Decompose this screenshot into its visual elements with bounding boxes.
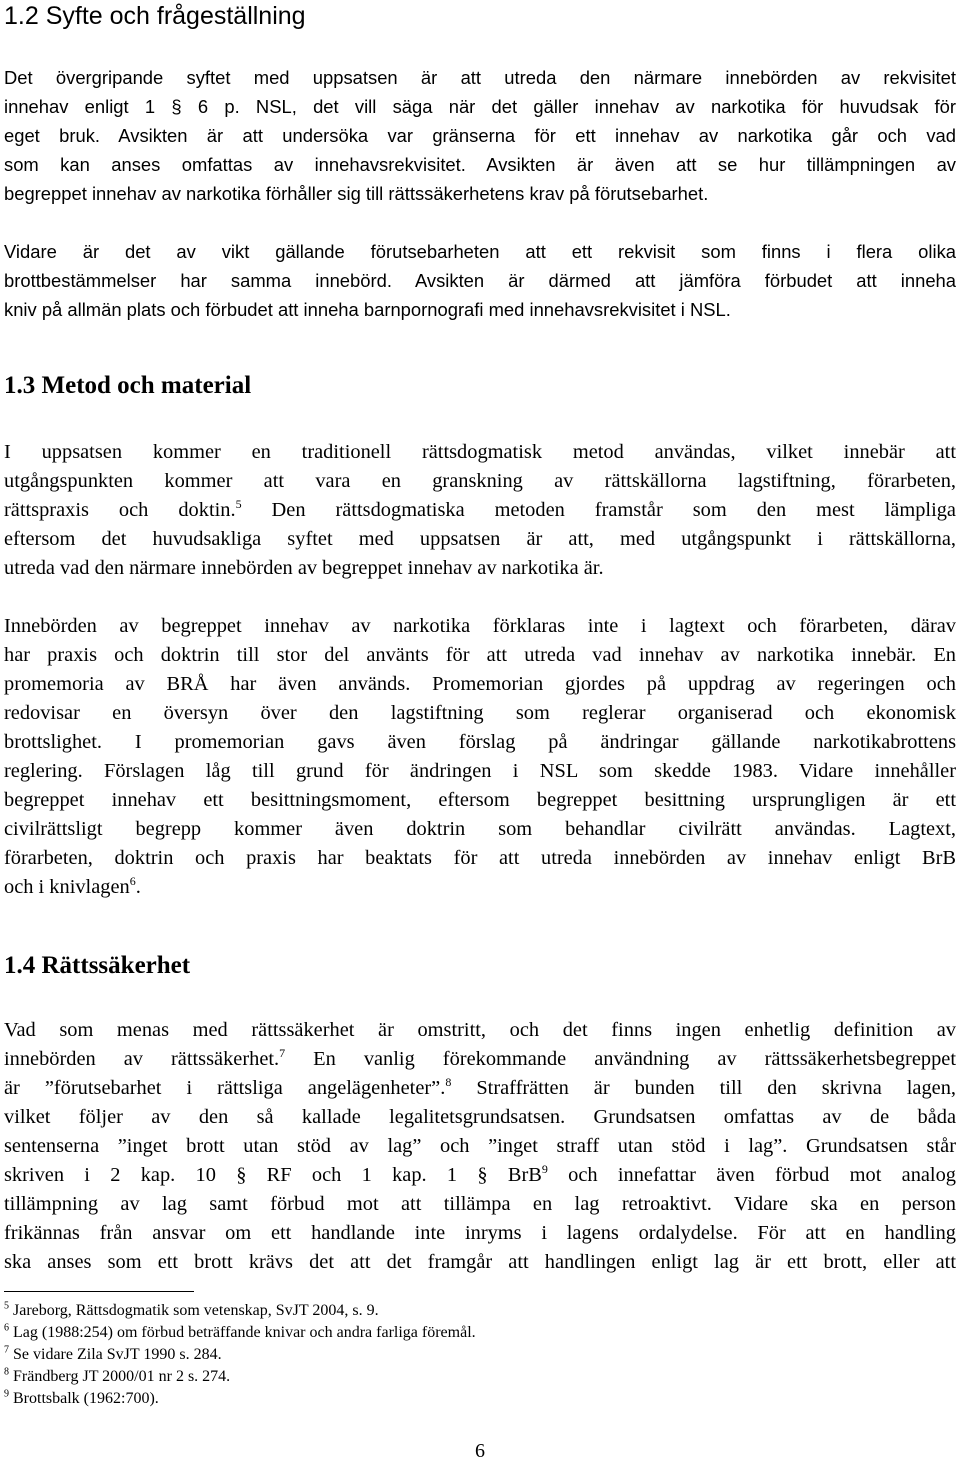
- text-line: redovisar en översyn över den lagstiftning som reglerar organiserad och ekonomisk: [4, 702, 956, 724]
- text-line: begreppet innehav av narkotika förhåller sig till rättssäkerhetens krav på förutsebarhet.: [4, 183, 709, 204]
- text-line: brottbestämmelser har samma innebörd. Avsikten är därmed att jämföra förbudet att inneha: [4, 270, 956, 291]
- text-line: [4, 1161, 956, 1190]
- text-line: tillämpning av lag samt förbud mot att tillämpa en lag retroaktivt. Vidare ska en person: [4, 1193, 956, 1215]
- page-number: 6: [475, 1440, 485, 1462]
- text-line: kniv på allmän plats och förbudet att inneha barnpornografi med innehavsrekvisitet i NSL.: [4, 299, 731, 320]
- text-fragment: En vanlig förekommande användning av rättssäkerhetsbegreppet: [285, 1048, 956, 1070]
- section-heading-1-3: 1.3 Metod och material: [4, 372, 252, 399]
- footnote-divider: [4, 1291, 194, 1292]
- text-fragment: Den rättsdogmatiska metoden framstår som den mest lämpliga: [241, 499, 956, 521]
- text-line: sentenserna ”inget brott utan stöd av lag” och ”inget straff utan stöd i lag”. Grundsatsen står: [4, 1135, 956, 1157]
- text-line: brottslighet. I promemorian gavs även förslag på ändringar gällande narkotikabrottens: [4, 731, 956, 753]
- text-line: utgångspunkten kommer att vara en granskning av rättskällorna lagstiftning, förarbeten,: [4, 470, 956, 492]
- footnote-text: Brottsbalk (1962:700).: [9, 1390, 159, 1407]
- footnote-text: Jareborg, Rättsdogmatik som vetenskap, SvJT 2004, s. 9.: [9, 1302, 379, 1319]
- text-line: frikännas från ansvar om ett handlande inte inryms i lagens ordalydelse. För att en handling: [4, 1222, 956, 1244]
- footnote-ref-7[interactable]: 7: [279, 1046, 286, 1061]
- footnote-text: Frändberg JT 2000/01 nr 2 s. 274.: [9, 1368, 231, 1385]
- text-line: [4, 1074, 956, 1103]
- text-line: civilrättsligt begrepp kommer även doktrin som behandlar civilrätt användas. Lagtext,: [4, 818, 956, 840]
- footnote-number: 9: [4, 1388, 9, 1400]
- text-fragment: .: [135, 876, 141, 898]
- text-line: Innebörden av begreppet innehav av narkotika förklaras inte i lagtext och förarbeten, därav: [4, 615, 956, 637]
- text-line: [4, 496, 956, 525]
- text-fragment: innebörden av rättssäkerhet.: [4, 1048, 280, 1070]
- paragraph-syfte-2: [4, 237, 956, 324]
- footnotes: [4, 1300, 704, 1410]
- text-line: I uppsatsen kommer en traditionell rättsdogmatisk metod användas, vilket innebär att: [4, 441, 956, 463]
- text-line: eget bruk. Avsikten är att undersöka var gränserna för ett innehav av narkotika går och vad: [4, 125, 956, 146]
- text-line: som kan anses omfattas av innehavsrekvisitet. Avsikten är även att se hur tillämpningen av: [4, 154, 956, 175]
- section-heading-1-4: 1.4 Rättssäkerhet: [4, 952, 191, 979]
- footnote-5: [4, 1300, 704, 1322]
- text-line: eftersom det huvudsakliga syftet med uppsatsen är att, med utgångspunkt i rättskällorna,: [4, 528, 956, 550]
- footnote-number: 6: [4, 1322, 9, 1334]
- text-line: utreda vad den närmare innebörden av begreppet innehav av narkotika är.: [4, 557, 604, 579]
- text-line: ska anses som ett brott krävs det att det framgår att handlingen enligt lag är ett brott, eller att: [4, 1251, 956, 1273]
- text-line: begreppet innehav ett besittningsmoment, eftersom begreppet besittning ursprungligen är ett: [4, 789, 956, 811]
- text-fragment: och innefattar även förbud mot analog: [547, 1164, 956, 1186]
- footnote-ref-6[interactable]: 6: [129, 874, 136, 889]
- paragraph-rattssakerhet: [4, 1016, 956, 1277]
- text-line: Det övergripande syftet med uppsatsen är att utreda den närmare innebörden av rekvisitet: [4, 67, 956, 88]
- text-line: [4, 1045, 956, 1074]
- footnote-number: 8: [4, 1366, 9, 1378]
- text-line: innehav enligt 1 § 6 p. NSL, det vill säga när det gäller innehav av narkotika för huvudsak för: [4, 96, 956, 117]
- footnote-number: 5: [4, 1300, 9, 1312]
- section-heading-1-2: 1.2 Syfte och frågeställning: [4, 2, 306, 30]
- paragraph-metod-2: [4, 612, 956, 902]
- text-line: Vidare är det av vikt gällande förutsebarheten att ett rekvisit som finns i flera olika: [4, 241, 956, 262]
- footnote-9: [4, 1388, 704, 1410]
- footnote-8: [4, 1366, 704, 1388]
- paragraph-syfte-1: [4, 63, 956, 208]
- text-fragment: är ”förutsebarhet i rättsliga angelägenheter”.: [4, 1077, 446, 1099]
- text-line: förarbeten, doktrin och praxis har beaktats för att utreda innebörden av innehav enligt BrB: [4, 847, 956, 869]
- footnote-ref-5[interactable]: 5: [235, 497, 242, 512]
- text-fragment: och i knivlagen: [4, 876, 130, 898]
- text-line: har praxis och doktrin till stor del använts för att utreda vad innehav av narkotika innebär. En: [4, 644, 956, 666]
- footnote-ref-9[interactable]: 9: [541, 1162, 548, 1177]
- text-line: promemoria av BRÅ har även används. Promemorian gjordes på uppdrag av regeringen och: [4, 673, 956, 695]
- text-fragment: skriven i 2 kap. 10 § RF och 1 kap. 1 § BrB: [4, 1164, 542, 1186]
- text-line: [4, 873, 956, 902]
- text-line: Vad som menas med rättssäkerhet är omstritt, och det finns ingen enhetlig definition av: [4, 1019, 956, 1041]
- text-line: vilket följer av den så kallade legalitetsgrundsatsen. Grundsatsen omfattas av de båda: [4, 1106, 956, 1128]
- text-line: reglering. Förslagen låg till grund för ändringen i NSL som skedde 1983. Vidare innehåller: [4, 760, 956, 782]
- footnote-number: 7: [4, 1344, 9, 1356]
- footnote-text: Se vidare Zila SvJT 1990 s. 284.: [9, 1346, 222, 1363]
- footnote-text: Lag (1988:254) om förbud beträffande knivar och andra farliga föremål.: [9, 1324, 476, 1341]
- text-fragment: rättspraxis och doktin.: [4, 499, 236, 521]
- paragraph-metod-1: [4, 438, 956, 583]
- footnote-ref-8[interactable]: 8: [445, 1075, 452, 1090]
- footnote-7: [4, 1344, 704, 1366]
- text-fragment: Straffrätten är bunden till den skrivna lagen,: [451, 1077, 956, 1099]
- footnote-6: [4, 1322, 704, 1344]
